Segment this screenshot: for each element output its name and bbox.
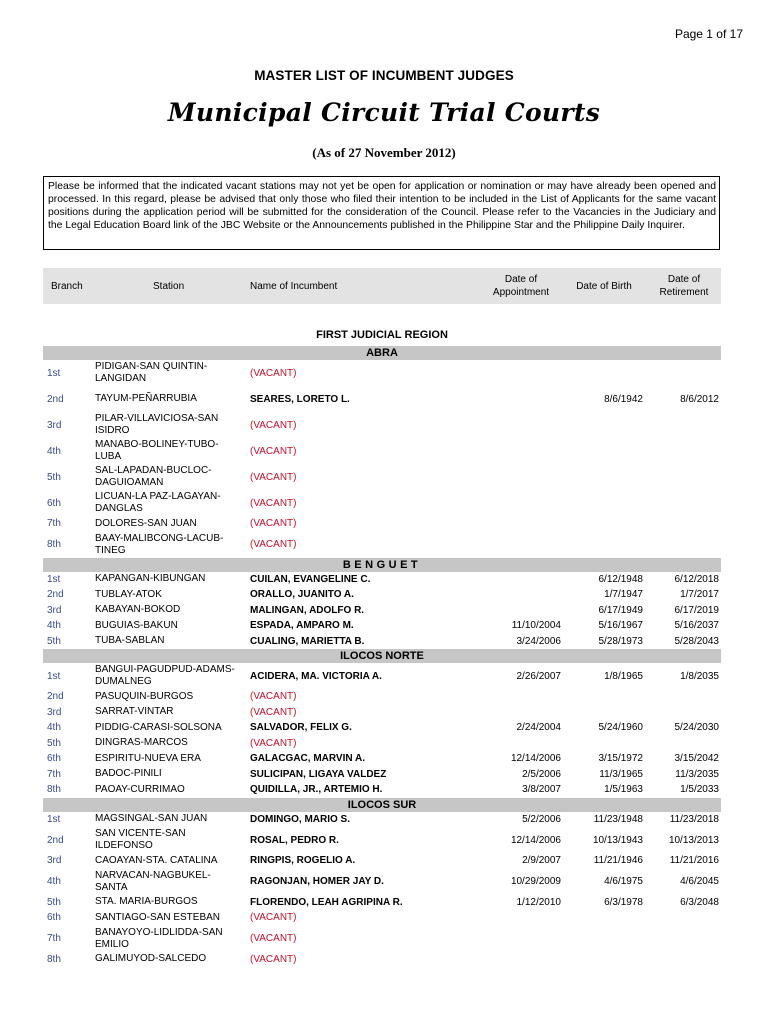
incumbent-cell: RAGONJAN, HOMER JAY D. bbox=[250, 876, 384, 887]
retirement-date-cell bbox=[641, 736, 719, 752]
table-row bbox=[43, 812, 721, 828]
table-row bbox=[43, 603, 721, 619]
branch-cell: 5th bbox=[47, 896, 61, 908]
notice-box: Please be informed that the indicated vacant stations may not yet be open for application or nomination or may have already been opened and processed. In this regard, please be advised that only those who filed their intention to be included in the List of Applicants for the same vacant positions during the application period will be submitted for the consideration of the Council. Please refer to the Vacancies in the Judiciary and the Legal Education Board link of the JBC Website or the Announcements published in the Philippine Star and the Philippine Daily Inquirer. bbox=[43, 176, 720, 250]
retirement-date-cell: 6/3/2048 bbox=[680, 896, 719, 908]
retirement-date-cell bbox=[641, 926, 719, 952]
branch-cell: 6th bbox=[47, 753, 61, 765]
retirement-date-cell: 1/5/2033 bbox=[680, 784, 719, 796]
retirement-date-cell bbox=[641, 412, 719, 438]
appointment-date-cell bbox=[473, 926, 561, 952]
table-row bbox=[43, 360, 721, 386]
branch-cell: 8th bbox=[47, 784, 61, 796]
appointment-date-cell: 3/8/2007 bbox=[522, 784, 561, 796]
table-row bbox=[43, 782, 721, 798]
table-row bbox=[43, 952, 721, 968]
incumbent-cell: ORALLO, JUANITO A. bbox=[250, 589, 354, 601]
birth-date-cell: 6/3/1978 bbox=[604, 896, 643, 908]
station-cell: MANABO-BOLINEY-TUBO-LUBA bbox=[95, 439, 219, 462]
document-title: MASTER LIST OF INCUMBENT JUDGES bbox=[254, 68, 514, 83]
incumbent-cell: SULICIPAN, LIGAYA VALDEZ bbox=[250, 768, 387, 780]
station-cell: TUBLAY-ATOK bbox=[95, 588, 162, 600]
branch-cell: 1st bbox=[47, 367, 61, 379]
birth-date-cell: 5/28/1973 bbox=[598, 635, 643, 647]
branch-cell: 7th bbox=[47, 768, 61, 780]
retirement-date-cell: 8/6/2012 bbox=[680, 393, 719, 405]
incumbent-cell: (VACANT) bbox=[250, 497, 297, 509]
station-cell: BUGUIAS-BAKUN bbox=[95, 619, 178, 631]
incumbent-cell: FLORENDO, LEAH AGRIPINA R. bbox=[250, 896, 403, 908]
retirement-date-cell bbox=[641, 689, 719, 705]
appointment-date-cell bbox=[473, 910, 561, 926]
table-row bbox=[43, 910, 721, 926]
retirement-date-cell: 1/7/2017 bbox=[680, 589, 719, 601]
appointment-date-cell bbox=[473, 386, 561, 412]
appointment-date-cell: 1/12/2010 bbox=[516, 896, 561, 908]
table-header bbox=[43, 268, 721, 304]
appointment-date-cell: 10/29/2009 bbox=[510, 876, 561, 887]
birth-date-cell bbox=[563, 516, 643, 532]
table-row bbox=[43, 705, 721, 721]
station-cell: LICUAN-LA PAZ-LAGAYAN-DANGLAS bbox=[95, 491, 221, 514]
incumbent-cell: (VACANT) bbox=[250, 912, 297, 924]
table-row bbox=[43, 386, 721, 412]
incumbent-cell: (VACANT) bbox=[250, 367, 297, 379]
table-row bbox=[43, 895, 721, 911]
incumbent-cell: (VACANT) bbox=[250, 691, 297, 703]
retirement-date-cell bbox=[641, 952, 719, 968]
retirement-date-cell bbox=[641, 532, 719, 558]
station-cell: CAOAYAN-STA. CATALINA bbox=[95, 854, 218, 866]
birth-date-cell bbox=[563, 360, 643, 386]
station-cell: STA. MARIA-BURGOS bbox=[95, 896, 198, 908]
station-cell: BANGUI-PAGUDPUD-ADAMS-DUMALNEG bbox=[95, 664, 235, 687]
station-cell: PIDIGAN-SAN QUINTIN-LANGIDAN bbox=[95, 361, 208, 384]
retirement-date-cell bbox=[641, 516, 719, 532]
table-row bbox=[43, 572, 721, 588]
table-row bbox=[43, 438, 721, 464]
incumbent-cell: ESPADA, AMPARO M. bbox=[250, 620, 354, 632]
birth-date-cell bbox=[563, 412, 643, 438]
table-row bbox=[43, 516, 721, 532]
incumbent-cell: (VACANT) bbox=[250, 445, 297, 457]
incumbent-cell: CUALING, MARIETTA B. bbox=[250, 635, 365, 647]
birth-date-cell: 4/6/1975 bbox=[604, 876, 643, 887]
birth-date-cell: 3/15/1972 bbox=[598, 753, 643, 765]
branch-cell: 5th bbox=[47, 635, 61, 647]
retirement-date-cell: 1/8/2035 bbox=[680, 670, 719, 682]
branch-cell: 3rd bbox=[47, 419, 62, 431]
judges-table bbox=[43, 268, 721, 967]
birth-date-cell: 1/8/1965 bbox=[604, 670, 643, 682]
table-body bbox=[43, 346, 721, 967]
retirement-date-cell: 11/3/2035 bbox=[675, 768, 719, 780]
retirement-date-cell bbox=[641, 490, 719, 516]
branch-cell: 7th bbox=[47, 518, 61, 530]
birth-date-cell: 1/5/1963 bbox=[604, 784, 643, 796]
appointment-date-cell bbox=[473, 572, 561, 588]
province-heading: BENGUET bbox=[43, 558, 721, 572]
header-branch: Branch bbox=[51, 280, 83, 292]
province-heading: ABRA bbox=[43, 346, 721, 360]
table-row bbox=[43, 464, 721, 490]
incumbent-cell: DOMINGO, MARIO S. bbox=[250, 813, 350, 825]
station-cell: KAPANGAN-KIBUNGAN bbox=[95, 573, 206, 585]
incumbent-cell: QUIDILLA, JR., ARTEMIO H. bbox=[250, 784, 383, 796]
incumbent-cell: (VACANT) bbox=[250, 419, 297, 431]
incumbent-cell: (VACANT) bbox=[250, 518, 297, 530]
station-cell: ESPIRITU-NUEVA ERA bbox=[95, 752, 201, 764]
appointment-date-cell: 2/24/2004 bbox=[516, 722, 561, 734]
region-heading: FIRST JUDICIAL REGION bbox=[316, 329, 448, 341]
station-cell: KABAYAN-BOKOD bbox=[95, 604, 181, 616]
province-heading: ILOCOS NORTE bbox=[43, 649, 721, 663]
appointment-date-cell bbox=[473, 952, 561, 968]
appointment-date-cell bbox=[473, 360, 561, 386]
incumbent-cell: (VACANT) bbox=[250, 471, 297, 483]
retirement-date-cell: 4/6/2045 bbox=[680, 876, 719, 887]
branch-cell: 5th bbox=[47, 471, 61, 483]
incumbent-cell: RINGPIS, ROGELIO A. bbox=[250, 855, 356, 867]
branch-cell: 3rd bbox=[47, 855, 62, 867]
branch-cell: 4th bbox=[47, 876, 61, 887]
appointment-date-cell bbox=[473, 603, 561, 619]
branch-cell: 7th bbox=[47, 933, 61, 944]
appointment-date-cell bbox=[473, 412, 561, 438]
appointment-date-cell: 12/14/2006 bbox=[510, 753, 561, 765]
birth-date-cell: 10/13/1943 bbox=[592, 834, 643, 846]
birth-date-cell bbox=[563, 689, 643, 705]
header-appointment: Date of Appointment bbox=[492, 274, 550, 298]
station-cell: SAN VICENTE-SAN ILDEFONSO bbox=[95, 828, 186, 851]
retirement-date-cell bbox=[641, 360, 719, 386]
retirement-date-cell: 5/16/2037 bbox=[674, 620, 719, 632]
incumbent-cell: GALACGAC, MARVIN A. bbox=[250, 753, 365, 765]
table-row bbox=[43, 663, 721, 689]
table-row bbox=[43, 720, 721, 736]
station-cell: TAYUM-PEÑARRUBIA bbox=[95, 393, 197, 404]
appointment-date-cell bbox=[473, 689, 561, 705]
birth-date-cell bbox=[563, 926, 643, 952]
station-cell: PAOAY-CURRIMAO bbox=[95, 783, 185, 795]
branch-cell: 1st bbox=[47, 670, 61, 682]
birth-date-cell: 6/12/1948 bbox=[598, 573, 643, 585]
branch-cell: 1st bbox=[47, 813, 61, 825]
appointment-date-cell bbox=[473, 587, 561, 603]
appointment-date-cell bbox=[473, 736, 561, 752]
incumbent-cell: ACIDERA, MA. VICTORIA A. bbox=[250, 670, 382, 682]
header-birth: Date of Birth bbox=[576, 280, 632, 292]
station-cell: SANTIAGO-SAN ESTEBAN bbox=[95, 911, 221, 923]
branch-cell: 2nd bbox=[47, 393, 64, 405]
incumbent-cell: SEARES, LORETO L. bbox=[250, 393, 350, 405]
station-cell: PIDDIG-CARASI-SOLSONA bbox=[95, 721, 222, 733]
table-row bbox=[43, 827, 721, 853]
birth-date-cell bbox=[563, 705, 643, 721]
incumbent-cell: ROSAL, PEDRO R. bbox=[250, 834, 339, 846]
incumbent-cell: (VACANT) bbox=[250, 706, 297, 718]
retirement-date-cell: 6/12/2018 bbox=[674, 573, 719, 585]
birth-date-cell: 11/23/1948 bbox=[593, 813, 643, 825]
incumbent-cell: SALVADOR, FELIX G. bbox=[250, 722, 352, 734]
retirement-date-cell: 11/23/2018 bbox=[669, 813, 719, 825]
appointment-date-cell bbox=[473, 705, 561, 721]
branch-cell: 4th bbox=[47, 445, 61, 457]
birth-date-cell: 5/24/1960 bbox=[598, 722, 643, 734]
station-cell: SARRAT-VINTAR bbox=[95, 706, 174, 718]
branch-cell: 2nd bbox=[47, 691, 64, 703]
birth-date-cell bbox=[563, 464, 643, 490]
station-cell: MAGSINGAL-SAN JUAN bbox=[95, 813, 208, 825]
incumbent-cell: (VACANT) bbox=[250, 933, 297, 944]
table-row bbox=[43, 869, 721, 895]
birth-date-cell: 5/16/1967 bbox=[598, 620, 643, 632]
station-cell: DINGRAS-MARCOS bbox=[95, 737, 188, 749]
as-of-date: (As of 27 November 2012) bbox=[312, 145, 456, 160]
table-row bbox=[43, 689, 721, 705]
retirement-date-cell bbox=[641, 910, 719, 926]
retirement-date-cell: 5/24/2030 bbox=[674, 722, 719, 734]
branch-cell: 4th bbox=[47, 620, 61, 632]
header-station: Station bbox=[153, 280, 185, 292]
retirement-date-cell: 11/21/2016 bbox=[669, 855, 719, 867]
station-cell: NARVACAN-NAGBUKEL-SANTA bbox=[95, 869, 211, 893]
station-cell: BADOC-PINILI bbox=[95, 768, 162, 780]
table-row bbox=[43, 412, 721, 438]
page-number: Page 1 of 17 bbox=[674, 27, 743, 41]
station-cell: TUBA-SABLAN bbox=[95, 635, 165, 647]
table-row bbox=[43, 532, 721, 558]
appointment-date-cell: 5/2/2006 bbox=[522, 813, 561, 825]
birth-date-cell: 8/6/1942 bbox=[604, 393, 643, 405]
branch-cell: 2nd bbox=[47, 589, 64, 601]
appointment-date-cell bbox=[473, 490, 561, 516]
birth-date-cell: 1/7/1947 bbox=[604, 589, 643, 601]
birth-date-cell: 11/21/1946 bbox=[593, 855, 643, 867]
table-row bbox=[43, 490, 721, 516]
court-type-title: Municipal Circuit Trial Courts bbox=[167, 98, 601, 127]
birth-date-cell bbox=[563, 532, 643, 558]
station-cell: BAAY-MALIBCONG-LACUB-TINEG bbox=[95, 532, 224, 556]
retirement-date-cell bbox=[641, 464, 719, 490]
station-cell: PILAR-VILLAVICIOSA-SAN ISIDRO bbox=[95, 413, 219, 436]
table-row bbox=[43, 736, 721, 752]
appointment-date-cell: 11/10/2004 bbox=[511, 620, 561, 632]
birth-date-cell bbox=[563, 952, 643, 968]
province-heading: ILOCOS SUR bbox=[43, 798, 721, 812]
appointment-date-cell: 2/5/2006 bbox=[522, 768, 561, 780]
appointment-date-cell: 2/26/2007 bbox=[516, 670, 561, 682]
branch-cell: 3rd bbox=[47, 604, 62, 616]
station-cell: DOLORES-SAN JUAN bbox=[95, 517, 197, 529]
station-cell: GALIMUYOD-SALCEDO bbox=[95, 953, 207, 965]
branch-cell: 2nd bbox=[47, 834, 64, 846]
birth-date-cell bbox=[563, 490, 643, 516]
station-cell: PASUQUIN-BURGOS bbox=[95, 690, 194, 702]
birth-date-cell: 6/17/1949 bbox=[598, 604, 643, 616]
incumbent-cell: MALINGAN, ADOLFO R. bbox=[250, 604, 365, 616]
branch-cell: 5th bbox=[47, 737, 61, 749]
incumbent-cell: (VACANT) bbox=[250, 953, 297, 965]
retirement-date-cell bbox=[641, 705, 719, 721]
branch-cell: 1st bbox=[47, 573, 61, 585]
table-row bbox=[43, 751, 721, 767]
header-name: Name of Incumbent bbox=[250, 280, 338, 292]
station-cell: SAL-LAPADAN-BUCLOC-DAGUIOAMAN bbox=[95, 465, 212, 488]
birth-date-cell bbox=[563, 910, 643, 926]
incumbent-cell: (VACANT) bbox=[250, 737, 297, 749]
retirement-date-cell: 10/13/2013 bbox=[668, 834, 719, 846]
birth-date-cell bbox=[563, 438, 643, 464]
appointment-date-cell: 3/24/2006 bbox=[516, 635, 561, 647]
table-row bbox=[43, 767, 721, 783]
branch-cell: 3rd bbox=[47, 706, 62, 718]
header-retirement: Date of Retirement bbox=[659, 274, 709, 298]
table-row bbox=[43, 618, 721, 634]
birth-date-cell: 11/3/1965 bbox=[599, 768, 643, 780]
appointment-date-cell bbox=[473, 532, 561, 558]
table-row bbox=[43, 853, 721, 869]
retirement-date-cell: 6/17/2019 bbox=[674, 604, 719, 616]
station-cell: BANAYOYO-LIDLIDDA-SAN EMILIO bbox=[95, 926, 223, 950]
incumbent-cell: (VACANT) bbox=[250, 539, 297, 550]
table-row bbox=[43, 587, 721, 603]
appointment-date-cell bbox=[473, 438, 561, 464]
appointment-date-cell: 12/14/2006 bbox=[510, 834, 561, 846]
table-row bbox=[43, 926, 721, 952]
appointment-date-cell: 2/9/2007 bbox=[522, 855, 561, 867]
table-row bbox=[43, 634, 721, 650]
branch-cell: 6th bbox=[47, 912, 61, 924]
branch-cell: 6th bbox=[47, 497, 61, 509]
appointment-date-cell bbox=[473, 464, 561, 490]
retirement-date-cell bbox=[641, 438, 719, 464]
incumbent-cell: CUILAN, EVANGELINE C. bbox=[250, 573, 371, 585]
branch-cell: 8th bbox=[47, 539, 61, 550]
retirement-date-cell: 3/15/2042 bbox=[674, 753, 719, 765]
birth-date-cell bbox=[563, 736, 643, 752]
retirement-date-cell: 5/28/2043 bbox=[674, 635, 719, 647]
branch-cell: 4th bbox=[47, 722, 61, 734]
branch-cell: 8th bbox=[47, 953, 61, 965]
appointment-date-cell bbox=[473, 516, 561, 532]
